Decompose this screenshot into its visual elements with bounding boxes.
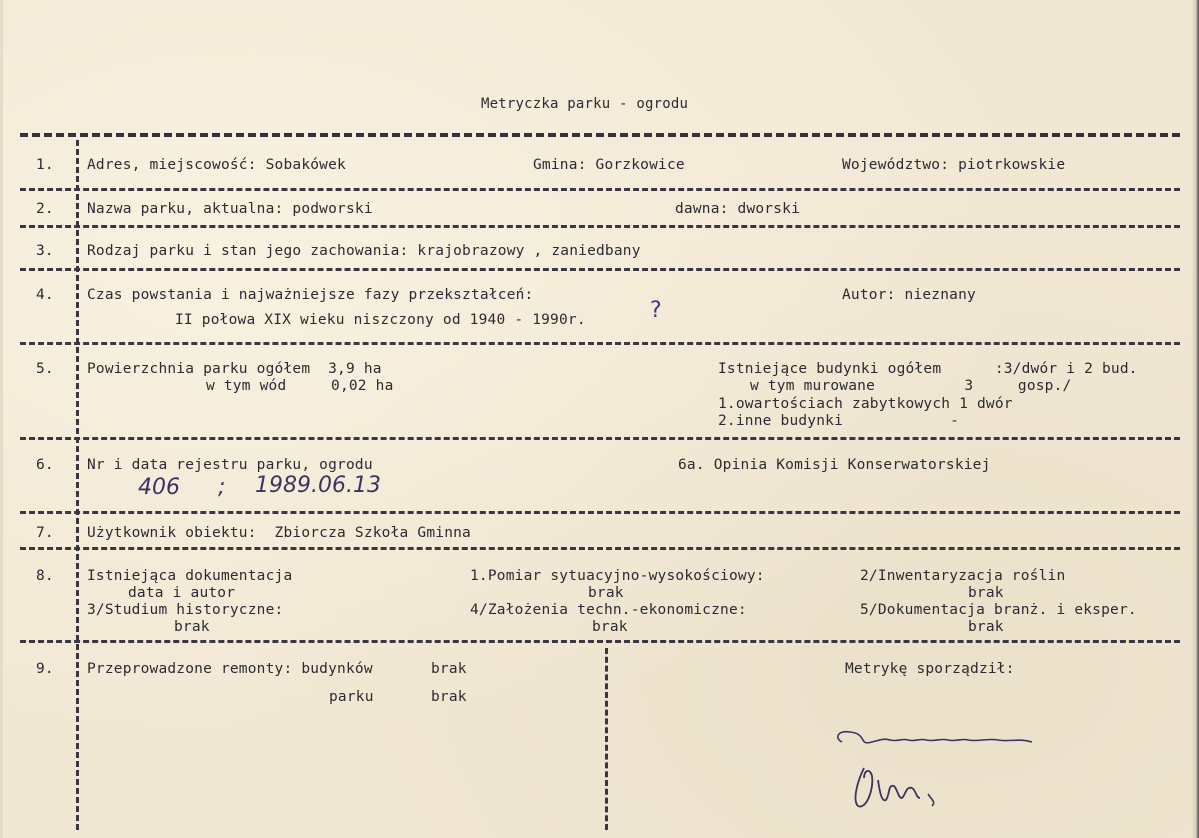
row-6-number: 6. xyxy=(36,457,54,473)
row-5-buildings-other: 2.inne budynki - xyxy=(718,413,960,429)
row-4-handwritten-question-mark: ? xyxy=(650,298,662,323)
card-left-edge xyxy=(0,0,3,838)
row-8-historical-study-value: brak xyxy=(174,619,210,635)
rule-1 xyxy=(20,188,1180,191)
row-6-handwritten-register-number: 406 xyxy=(138,475,180,500)
row-1-wojewodztwo: Województwo: piotrkowskie xyxy=(842,157,1066,173)
rule-signature-column xyxy=(605,648,608,830)
row-7-user: Użytkownik obiektu: Zbiorcza Szkoła Gminna xyxy=(87,525,471,541)
row-8-survey-value: brak xyxy=(588,585,624,601)
row-8-existing-docs: Istniejąca dokumentacja xyxy=(87,568,293,584)
rule-number-column xyxy=(76,140,79,830)
row-5-buildings-brick: w tym murowane 3 gosp./ xyxy=(750,378,1072,394)
row-1-number: 1. xyxy=(36,157,54,173)
row-5-buildings-historic: 1.owartościach zabytkowych 1 dwór xyxy=(718,396,1013,412)
row-9-renovations-buildings-value: brak xyxy=(431,661,467,677)
rule-5 xyxy=(20,437,1180,440)
row-5-area-total: Powierzchnia parku ogółem 3,9 ha xyxy=(87,361,382,377)
row-6-handwritten-separator: ; xyxy=(218,475,226,500)
row-8-expert-docs-value: brak xyxy=(968,619,1004,635)
row-5-buildings-total: Istniejące budynki ogółem :3/dwór i 2 bud. xyxy=(718,361,1138,377)
row-8-expert-docs: 5/Dokumentacja branż. i eksper. xyxy=(860,602,1137,618)
rule-6 xyxy=(20,511,1180,514)
row-8-historical-study: 3/Studium historyczne: xyxy=(87,602,284,618)
row-1-address: Adres, miejscowość: Sobakówek xyxy=(87,157,346,173)
rule-2 xyxy=(20,225,1180,228)
row-6a-opinion: 6a. Opinia Komisji Konserwatorskiej xyxy=(678,457,991,473)
row-6-handwritten-register-date: 1989.06.13 xyxy=(255,473,381,498)
row-6-register-label: Nr i data rejestru parku, ogrodu xyxy=(87,457,373,473)
row-2-number: 2. xyxy=(36,201,54,217)
card-title: Metryczka parku - ogrodu xyxy=(481,96,689,112)
row-5-area-water: w tym wód 0,02 ha xyxy=(206,378,394,394)
rule-3 xyxy=(20,268,1180,271)
row-2-former-name: dawna: dworski xyxy=(675,201,801,217)
row-8-tech-economic-value: brak xyxy=(592,619,628,635)
row-7-number: 7. xyxy=(36,525,54,541)
row-8-tech-economic: 4/Założenia techn.-ekonomiczne: xyxy=(470,602,747,618)
row-8-date-author: data i autor xyxy=(128,585,236,601)
row-8-plant-inventory-value: brak xyxy=(968,585,1004,601)
row-4-number: 4. xyxy=(36,287,54,303)
rule-4 xyxy=(20,342,1180,345)
row-3-number: 3. xyxy=(36,243,54,259)
row-8-plant-inventory: 2/Inwentaryzacja roślin xyxy=(860,568,1066,584)
row-5-number: 5. xyxy=(36,361,54,377)
card-right-edge xyxy=(1191,0,1199,838)
row-1-gmina: Gmina: Gorzkowice xyxy=(533,157,685,173)
row-8-number: 8. xyxy=(36,568,54,584)
rule-7 xyxy=(20,547,1180,550)
row-9-prepared-by: Metrykę sporządził: xyxy=(845,661,1015,677)
rule-top xyxy=(20,133,1180,137)
row-9-renovations-buildings: Przeprowadzone remonty: budynków xyxy=(87,661,373,677)
row-2-name: Nazwa parku, aktualna: podworski xyxy=(87,201,373,217)
row-4-history-label: Czas powstania i najważniejsze fazy przekształceń: xyxy=(87,287,534,303)
row-4-history-detail: II połowa XIX wieku niszczony od 1940 - 1990r. xyxy=(175,312,586,328)
row-3-type: Rodzaj parku i stan jego zachowania: krajobrazowy , zaniedbany xyxy=(87,243,641,259)
row-9-renovations-park-value: brak xyxy=(431,689,467,705)
handwritten-signature xyxy=(828,720,1048,820)
row-4-author: Autor: nieznany xyxy=(842,287,976,303)
row-8-survey: 1.Pomiar sytuacyjno-wysokościowy: xyxy=(470,568,765,584)
row-9-renovations-park: parku xyxy=(329,689,374,705)
rule-8 xyxy=(20,640,1180,643)
row-9-number: 9. xyxy=(36,661,54,677)
